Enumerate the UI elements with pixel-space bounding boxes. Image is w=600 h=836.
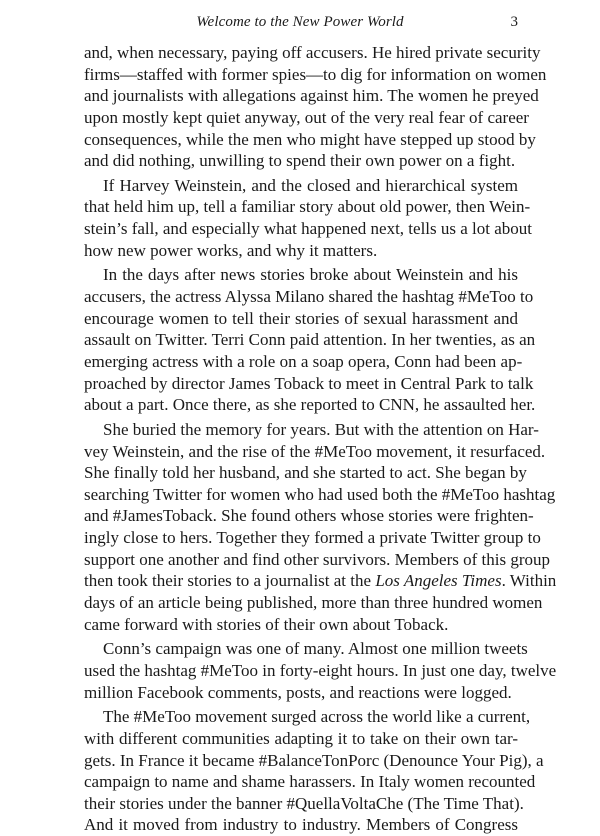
text-line: firms—staffed with former spies—to dig for information on women xyxy=(84,64,547,84)
text-line: The #MeToo movement surged across the world like a current, xyxy=(103,707,531,727)
text-line: searching Twitter for women who had used both the #MeToo hashtag xyxy=(84,484,556,504)
text-line: She buried the memory for years. But with the attention on Har- xyxy=(103,419,539,439)
text-line: encourage women to tell their stories of sexual harassment and xyxy=(84,308,518,328)
text-line: and #JamesToback. She found others whose stories were frighten- xyxy=(84,506,534,526)
text-line: In the days after news stories broke about Weinstein and his xyxy=(103,265,518,285)
italic-publication-name: Los Angeles Times xyxy=(375,571,502,591)
text-line: emerging actress with a role on a soap opera, Conn had been ap- xyxy=(84,351,523,371)
text-line: came forward with stories of their own about Toback. xyxy=(84,614,449,634)
paragraph xyxy=(84,419,557,635)
text-line: Conn’s campaign was one of many. Almost one million tweets xyxy=(103,639,528,659)
text-line: days of an article being published, more than three hundred women xyxy=(84,593,543,613)
text-line: with different communities adapting it to take on their own tar- xyxy=(84,728,518,748)
text-line: gets. In France it became #BalanceTonPorc (Denounce Your Pig), a xyxy=(84,750,544,770)
text-line-with-italic xyxy=(84,570,557,592)
text-line: used the hashtag #MeToo in forty-eight hours. In just one day, twelve xyxy=(84,660,557,680)
text-line: assault on Twitter. Terri Conn paid attention. In her twenties, as an xyxy=(84,330,536,350)
paragraph xyxy=(84,706,544,836)
running-head xyxy=(84,12,516,32)
body-text xyxy=(84,42,557,836)
paragraph xyxy=(84,42,547,172)
text-line: million Facebook comments, posts, and reactions were logged. xyxy=(84,682,512,702)
paragraph xyxy=(84,638,557,703)
text-line: She finally told her husband, and she started to act. She began by xyxy=(84,463,527,483)
text-line: proached by director James Toback to meet in Central Park to talk xyxy=(84,373,534,393)
text-line: accusers, the actress Alyssa Milano shared the hashtag #MeToo to xyxy=(84,287,534,307)
text-line: stein’s fall, and especially what happened next, tells us a lot about xyxy=(84,219,533,239)
running-title: Welcome to the New Power World xyxy=(196,14,404,30)
text-line: and journalists with allegations against him. The women he preyed xyxy=(84,86,539,106)
text-line: and, when necessary, paying off accusers. He hired private security xyxy=(84,43,541,62)
text-segment: then took their stories to a journalist at the xyxy=(84,571,376,591)
text-line: upon mostly kept quiet anyway, out of the very real fear of career xyxy=(84,107,529,127)
text-line: how new power works, and why it matters. xyxy=(84,240,378,260)
text-line: that held him up, tell a familiar story about old power, then Wein- xyxy=(84,197,531,217)
text-line: and did nothing, unwilling to spend their own power on a fight. xyxy=(84,151,516,171)
text-line: consequences, while the men who might have stepped up stood by xyxy=(84,129,536,149)
text-line: about a part. Once there, as she reported to CNN, he assaulted her. xyxy=(84,395,536,415)
paragraph xyxy=(84,175,533,262)
text-segment: . Within xyxy=(501,571,557,591)
paragraph xyxy=(84,264,536,415)
text-line: support one another and find other survivors. Members of this group xyxy=(84,549,550,569)
page-number: 3 xyxy=(510,14,518,30)
text-line: ingly close to hers. Together they formed a private Twitter group to xyxy=(84,528,541,548)
text-line: And it moved from industry to industry. Members of Congress xyxy=(84,815,518,835)
text-line: campaign to name and shame harassers. In Italy women recounted xyxy=(84,772,536,792)
text-line: If Harvey Weinstein, and the closed and hierarchical system xyxy=(103,175,518,195)
text-line: vey Weinstein, and the rise of the #MeToo movement, it resurfaced. xyxy=(84,441,546,461)
text-line: their stories under the banner #QuellaVoltaChe (The Time That). xyxy=(84,793,524,813)
